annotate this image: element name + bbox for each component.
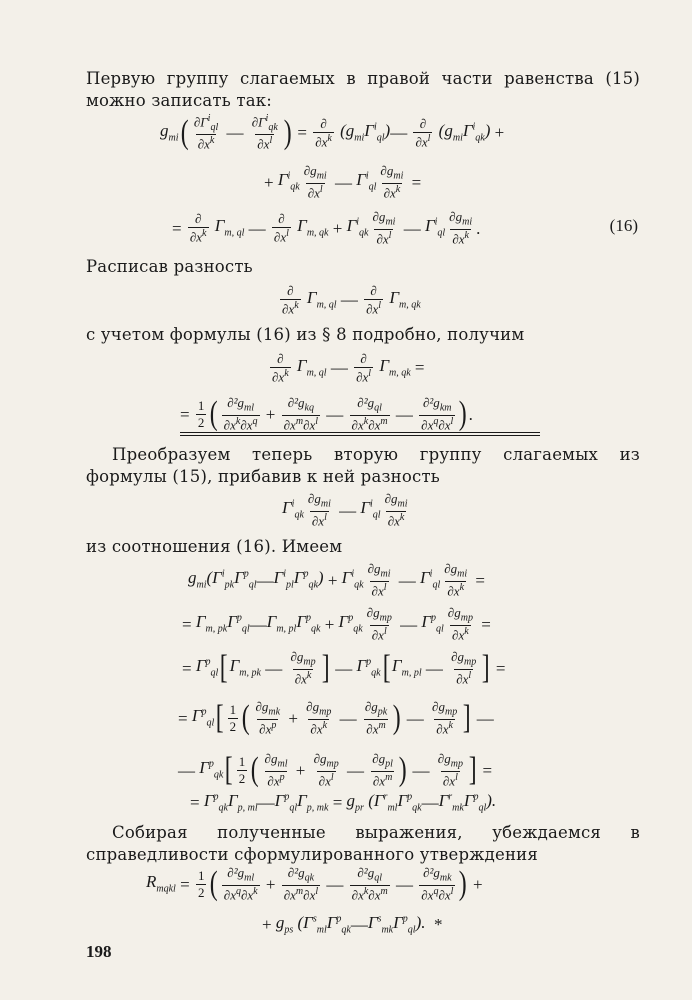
- paragraph-from-relation: из соотношения (16). Имеем: [86, 537, 343, 556]
- page-number: 198: [86, 942, 112, 961]
- equation-difference: $\frac{\partial}{\partial x^k}$ $\Gamma_{m, ql}$ — $\frac{\partial}{\partial x^l}$ $\Gamma_{m, qk}$: [282, 283, 421, 316]
- paragraph-conclusion: Собирая полученные выражения, убеждаемся в справедливости сформулированного утверждения: [86, 823, 640, 864]
- equation-5-line-1: $g_{mi}(\Gamma^i_{pk}\Gamma^p_{ql}$ — $\Gamma^i_{pl}\Gamma^p_{qk}$) + $\Gamma^i_{qk}$ $\frac{\partial g_{mi}}{\partial x^l}$ — $\Gamma^i_{ql}$ $\frac{\partial g_{mi}}{\partial x^k}$ =: [188, 561, 486, 599]
- paragraph-difference: Расписав разность: [86, 257, 253, 276]
- equation-4: $\Gamma^i_{qk}$ $\frac{\partial g_{mi}}{\partial x^l}$ — $\Gamma^i_{ql}$ $\frac{\partial g_{mi}}{\partial x^k}$: [282, 491, 408, 529]
- equation-5-line-5: — $\Gamma^p_{qk}$ [ $\frac{1}{2}$ ( $\frac{\partial g_{ml}}{\partial x^p}$ + $\frac{\partial g_{mp}}{\partial x^l}$ — $\frac{\partial g_{pl}}{\partial x^m}$ ) — $\frac{\partial g_{mp}}{\partial x^l}$ ] =: [178, 751, 493, 789]
- paragraph-with-formula: с учетом формулы (16) из § 8 подробно, получим: [86, 325, 525, 344]
- equation-5-line-3: = $\Gamma^p_{ql}$ [ $\Gamma_{m, pk}$ — $\frac{\partial g_{mp}}{\partial x^k}$ ] — $\Gamma^p_{qk}$ [ $\Gamma_{m, pl}$ — $\frac{\partial g_{mp}}{\partial x^l}$ ] =: [182, 649, 506, 687]
- equation-3-line-2: = $\frac{1}{2}$ ( $\frac{\partial^2g_{ml}}{\partial x^k\partial x^q}$ + $\frac{\partial^2g_{kq}}{\partial x^m\partial x^l}$ — $\frac{\partial^2g_{ql}}{\partial x^k\partial x^m}$ — $\frac{\partial^2g_{km}}{\partial x^q\partial x^l}$ ) .: [180, 395, 473, 433]
- underline-rule-2: [180, 435, 540, 436]
- equation-16-line-2: + $\Gamma^i_{qk}$ $\frac{\partial g_{mi}}{\partial x^l}$ — $\Gamma^i_{ql}$ $\frac{\partial g_{mi}}{\partial x^k}$ =: [264, 163, 422, 201]
- equation-3-line-1: $\frac{\partial}{\partial x^k}$ $\Gamma_{m, ql}$ — $\frac{\partial}{\partial x^l}$ $\Gamma_{m, qk}$ =: [272, 351, 425, 384]
- equation-5-line-6: = $\Gamma^p_{qk}\Gamma_{p, ml}$ — $\Gamma^p_{ql}\Gamma_{p, mk}$ = $g_{pr}$ ($\Gamma^r_{ml}\Gamma^p_{qk}$ — $\Gamma^r_{mk}\Gamma^p_{ql}$).: [190, 791, 497, 814]
- equation-16-line-3: = $\frac{\partial}{\partial x^k}$ $\Gamma_{m, ql}$ — $\frac{\partial}{\partial x^l}$ $\Gamma_{m, qk}$ + $\Gamma^i_{qk}$ $\frac{\partial g_{mi}}{\partial x^l}$ — $\Gamma^i_{ql}$ $\frac{\partial g_{mi}}{\partial x^k}$ .: [172, 209, 481, 247]
- equation-5-line-2: = $\Gamma_{m, pk}\Gamma^p_{ql}$ — $\Gamma_{m, pl}\Gamma^p_{qk}$ + $\Gamma^p_{qk}$ $\frac{\partial g_{mp}}{\partial x^l}$ — $\Gamma^p_{ql}$ $\frac{\partial g_{mp}}{\partial x^k}$ =: [182, 605, 491, 643]
- equation-number-16: (16): [609, 216, 638, 235]
- equation-16-line-1: $g_{mi}$ ( $\frac{\partial\Gamma^i_{ql}}{\partial x^k}$ — $\frac{\partial\Gamma^i_{qk}}{\partial x^l}$ ) = $\frac{\partial}{\partial x^k}$ $(g_{mi}\Gamma^i_{ql})$ — $\frac{\partial}{\partial x^l}$ $(g_{mi}\Gamma^i_{qk})$ +: [160, 113, 505, 152]
- paragraph-intro: Первую группу слагаемых в правой части равенства (15) можно записать так:: [86, 69, 640, 110]
- underline-rule-1: [180, 432, 540, 433]
- equation-6-line-2: + $g_{ps}$ ($\Gamma^s_{ml}\Gamma^p_{qk}$ — $\Gamma^s_{mk}\Gamma^p_{ql}$). *: [262, 913, 443, 936]
- equation-6-line-1: $R_{mqkl}$ = $\frac{1}{2}$ ( $\frac{\partial^2g_{ml}}{\partial x^q\partial x^k}$ + $\frac{\partial^2g_{qk}}{\partial x^m\partial x^l}$ — $\frac{\partial^2g_{ql}}{\partial x^k\partial x^m}$ — $\frac{\partial^2g_{mk}}{\partial x^q\partial x^l}$ ) +: [146, 865, 483, 903]
- paragraph-transform: Преобразуем теперь вторую группу слагаемых из формулы (15), прибавив к ней разность: [86, 445, 640, 486]
- equation-5-line-4: = $\Gamma^p_{ql}$ [ $\frac{1}{2}$ ( $\frac{\partial g_{mk}}{\partial x^p}$ + $\frac{\partial g_{mp}}{\partial x^k}$ — $\frac{\partial g_{pk}}{\partial x^m}$ ) — $\frac{\partial g_{mp}}{\partial x^k}$ ] —: [178, 699, 494, 737]
